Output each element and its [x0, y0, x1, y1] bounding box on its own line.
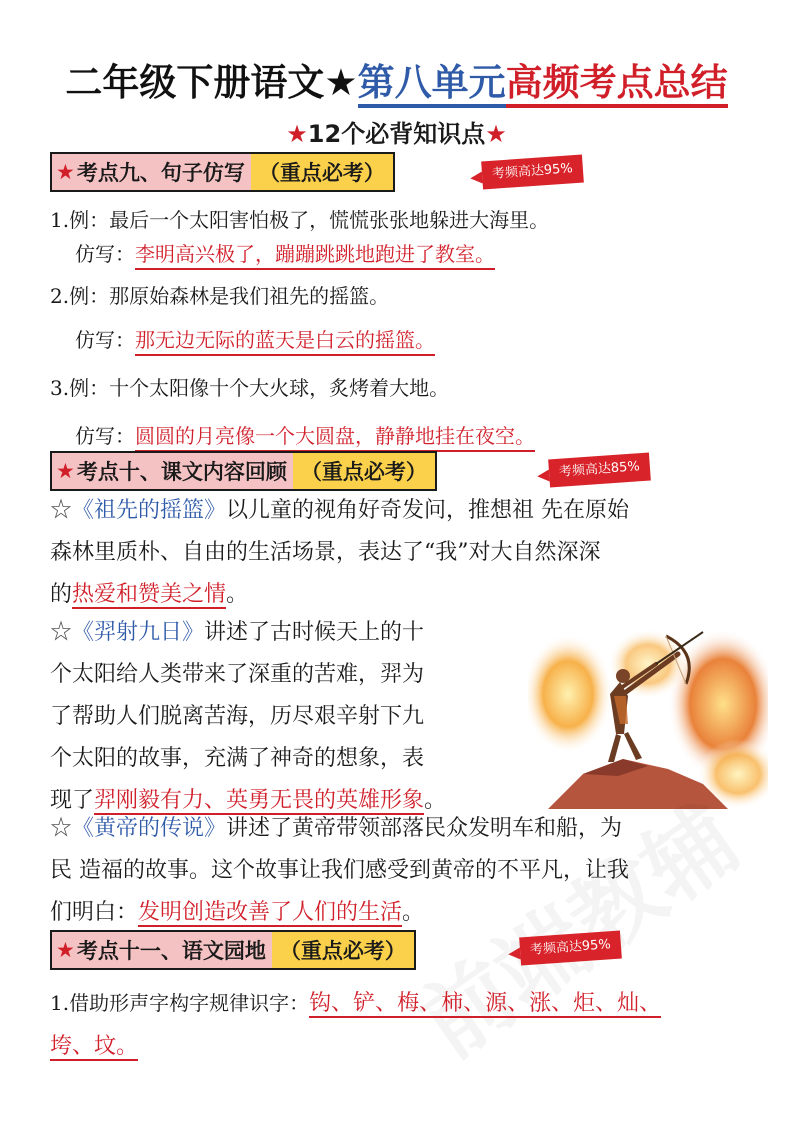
summary-yellow-emperor: ☆《黄帝的传说》讲述了黄帝带领部落民众发明车和船，为 民 造福的故事。这个故事让我们感受到黄帝的不平凡，让我 们明白：发明创造改善了人们的生活。: [50, 816, 629, 925]
title-part1: 二年级下册语文★: [65, 61, 358, 104]
section-header-9: [50, 152, 395, 192]
book-title: 《黄帝的传说》: [72, 816, 227, 841]
star-icon: ★: [56, 459, 75, 483]
key-characters: 垮、坟。: [50, 1034, 139, 1059]
title-summary: 高频考点总结: [506, 61, 728, 108]
archer-shooting-suns-icon: [528, 624, 768, 809]
imitation-1: [75, 238, 495, 267]
subtitle: [0, 114, 793, 149]
archer-illustration: [528, 624, 768, 809]
section-header-11: [50, 930, 416, 970]
imitation-answer: 那无边无际的蓝天是白云的摇篮。: [135, 328, 435, 356]
section-header-10: [50, 451, 437, 491]
important-tag: （重点必考）: [272, 932, 414, 968]
example-sentence-1: 1.例：最后一个太阳害怕极了，慌慌张张地躲进大海里。: [50, 208, 550, 232]
star-icon: ★: [56, 160, 75, 184]
star-icon: ★: [56, 938, 75, 962]
book-title: 《祖先的摇篮》: [72, 498, 227, 523]
frequency-badge: 考频高达95%: [519, 931, 622, 966]
imitation-answer: 圆圆的月亮像一个大圆盘，静静地挂在夜空。: [135, 424, 535, 452]
summary-yi-shoots-suns: ☆《羿射九日》讲述了古时候天上的十 个太阳给人类带来了深重的苦难，羿为 了帮助人们脱离苦海，历尽艰辛射下九 个太阳的故事，充满了神奇的想象，表 现了羿刚毅有力、英勇无畏的英雄形象。: [50, 620, 447, 813]
section-label: 考点十一、语文园地: [76, 939, 266, 963]
imitation-answer: 李明高兴极了，蹦蹦跳跳地跑进了教室。: [135, 242, 495, 270]
example-sentence-2: 2.例：那原始森林是我们祖先的摇篮。: [50, 284, 390, 308]
star-icon: ★: [485, 120, 507, 148]
example-sentence-3: 3.例：十个太阳像十个大火球，炙烤着大地。: [50, 376, 450, 400]
imitation-3: [75, 420, 535, 449]
star-outline-icon: ☆: [50, 498, 73, 523]
star-icon: ★: [286, 120, 308, 148]
key-point: 热爱和赞美之情: [72, 582, 227, 607]
character-list: 1.借助形声字构字规律识字：钩、铲、梅、柿、源、涨、炬、灿、 垮、坟。: [50, 991, 662, 1059]
imitation-label: 仿写：: [75, 242, 135, 266]
summary-ancestors-cradle: ☆《祖先的摇篮》以儿童的视角好奇发问，推想祖 先在原始 森林里质朴、自由的生活场景，表达了“我”对大自然深深 的热爱和赞美之情。: [50, 498, 630, 607]
section-label: 考点九、句子仿写: [76, 161, 245, 185]
title-unit: 第八单元: [358, 61, 506, 108]
imitation-label: 仿写：: [75, 328, 135, 352]
important-tag: （重点必考）: [293, 453, 435, 489]
imitation-2: [75, 324, 435, 353]
frequency-badge: 考频高达85%: [548, 453, 651, 488]
star-outline-icon: ☆: [50, 816, 73, 841]
page-title: [0, 52, 793, 106]
imitation-label: 仿写：: [75, 424, 135, 448]
book-title: 《羿射九日》: [72, 620, 205, 645]
key-point: 羿刚毅有力、英勇无畏的英雄形象: [94, 788, 425, 813]
key-point: 发明创造改善了人们的生活: [138, 900, 403, 925]
key-characters: 钩、铲、梅、柿、源、涨、炬、灿、: [309, 991, 662, 1016]
section-label: 考点十、课文内容回顾: [76, 460, 287, 484]
frequency-badge: 考频高达95%: [481, 155, 584, 190]
important-tag: （重点必考）: [251, 154, 393, 190]
subtitle-text: 12个必背知识点: [307, 120, 486, 148]
star-outline-icon: ☆: [50, 620, 73, 645]
